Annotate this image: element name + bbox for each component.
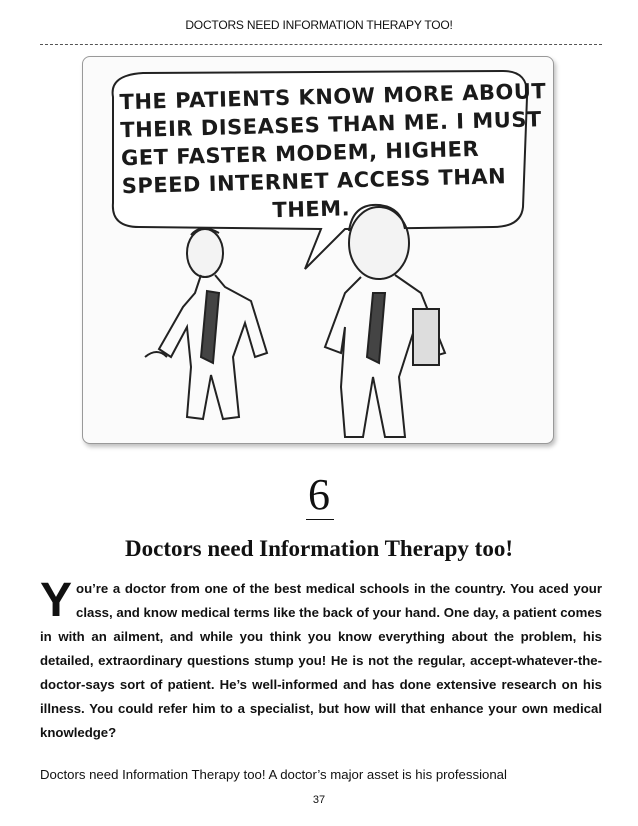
speech-line: THEIR DISEASES THAN ME. I MUST — [120, 107, 543, 143]
chapter-number-underline — [306, 519, 334, 520]
cartoon-illustration — [82, 56, 554, 444]
body-paragraph-1 — [40, 574, 602, 745]
chapter-title: Doctors need Information Therapy too! — [125, 536, 513, 561]
chapter-number: 6 — [308, 470, 330, 519]
speech-line: THEM. — [272, 196, 351, 223]
body-paragraph-2: Doctors need Information Therapy too! A doctor’s major asset is his professional — [40, 767, 507, 782]
running-header: DOCTORS NEED INFORMATION THERAPY TOO! — [185, 18, 453, 32]
right-doctor-figure — [325, 205, 445, 437]
drop-cap: Y — [40, 574, 73, 627]
speech-line: SPEED INTERNET ACCESS THAN — [121, 164, 507, 199]
speech-bubble-text — [119, 78, 547, 228]
left-doctor-figure — [145, 228, 267, 419]
speech-line: THE PATIENTS KNOW MORE ABOUT — [119, 79, 547, 115]
page-number: 37 — [312, 794, 326, 806]
speech-line: GET FASTER MODEM, HIGHER — [120, 136, 480, 171]
header-divider — [40, 44, 602, 45]
paragraph-text: ou’re a doctor from one of the best medical schools in the country. You aced your class, and know medical terms like the back of your hand. One day, a patient comes in with an ailment, and while you think you know everything about the problem, his detailed, extraordinary questions stump you! He is not the regular, accept-whatever-the- doctor-says sort of patient. He’s well-informed and has done extensive research on his illness. You could refer him to a specialist, but how will that enhance your own medical knowledge? — [40, 581, 602, 740]
